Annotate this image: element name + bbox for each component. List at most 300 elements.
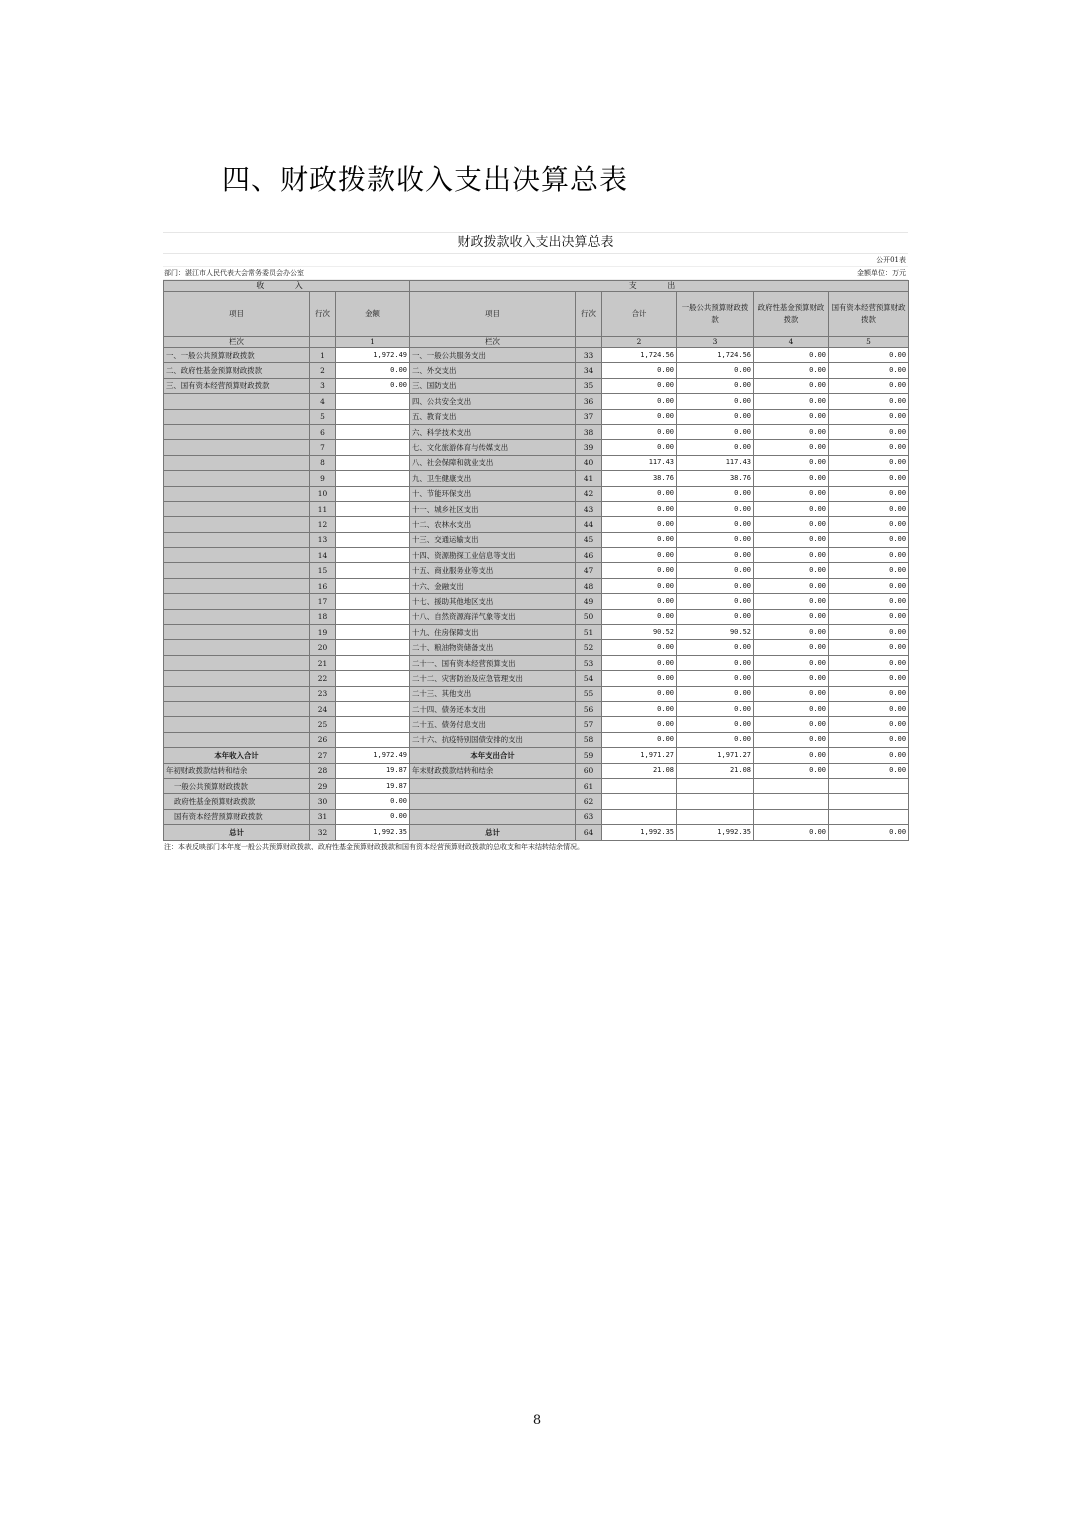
expense-general: 0.00 [677, 578, 754, 593]
grand-expense-fund: 0.00 [754, 825, 829, 840]
income-amount [336, 532, 410, 547]
expense-total: 0.00 [602, 409, 677, 424]
table-row [164, 455, 909, 470]
table-row [164, 548, 909, 563]
income-amount [336, 717, 410, 732]
unit-label: 金额单位：万元 [857, 269, 906, 277]
grand-expense-label: 总计 [410, 825, 576, 840]
department-row [163, 267, 908, 280]
income-item [164, 609, 310, 624]
expense-fund: 0.00 [754, 578, 829, 593]
income-amount: 0.00 [336, 378, 410, 393]
expense-state: 0.00 [829, 594, 909, 609]
income-item [164, 394, 310, 409]
income-line: 26 [310, 732, 336, 747]
income-line: 24 [310, 701, 336, 716]
expense-total: 0.00 [602, 378, 677, 393]
table-row [164, 640, 909, 655]
carry-in-fund-row [164, 794, 909, 809]
table-row [164, 409, 909, 424]
income-item [164, 409, 310, 424]
income-line: 10 [310, 486, 336, 501]
income-line: 5 [310, 409, 336, 424]
expense-state: 0.00 [829, 517, 909, 532]
expense-line: 48 [576, 578, 602, 593]
expense-line: 56 [576, 701, 602, 716]
expense-state: 0.00 [829, 363, 909, 378]
expense-total: 0.00 [602, 532, 677, 547]
carry-in-state-line: 31 [310, 809, 336, 824]
expense-total: 0.00 [602, 517, 677, 532]
expense-line: 37 [576, 409, 602, 424]
table-row [164, 394, 909, 409]
col-number-3: 3 [677, 337, 754, 348]
income-item [164, 578, 310, 593]
expense-item: 二十四、债务还本支出 [410, 701, 576, 716]
expense-line: 42 [576, 486, 602, 501]
carry-out-fund: 0.00 [754, 763, 829, 778]
income-amount [336, 548, 410, 563]
expense-total: 90.52 [602, 625, 677, 640]
expense-fund: 0.00 [754, 486, 829, 501]
grand-expense-line: 64 [576, 825, 602, 840]
income-item [164, 548, 310, 563]
table-row [164, 717, 909, 732]
income-item [164, 671, 310, 686]
expense-state: 0.00 [829, 409, 909, 424]
income-line: 8 [310, 455, 336, 470]
income-amount [336, 455, 410, 470]
expense-fund: 0.00 [754, 594, 829, 609]
expense-general: 38.76 [677, 471, 754, 486]
grand-income-line: 32 [310, 825, 336, 840]
table-row [164, 563, 909, 578]
income-line: 20 [310, 640, 336, 655]
income-line: 16 [310, 578, 336, 593]
income-item [164, 701, 310, 716]
expense-fund: 0.00 [754, 394, 829, 409]
expense-item: 十三、交通运输支出 [410, 532, 576, 547]
carry-out-label: 年末财政拨款结转和结余 [410, 763, 576, 778]
expense-item: 十八、自然资源海洋气象等支出 [410, 609, 576, 624]
grand-expense-state: 0.00 [829, 825, 909, 840]
section-header-row [164, 281, 909, 292]
expense-subtotal-total: 1,971.27 [602, 748, 677, 763]
carry-in-state-amount: 0.00 [336, 809, 410, 824]
carry-in-amount: 19.87 [336, 763, 410, 778]
expense-general: 0.00 [677, 532, 754, 547]
income-amount [336, 440, 410, 455]
expense-fund: 0.00 [754, 378, 829, 393]
table-row [164, 686, 909, 701]
expense-subtotal-general: 1,971.27 [677, 748, 754, 763]
expense-item: 六、科学技术支出 [410, 424, 576, 439]
carry-in-fund-line: 30 [310, 794, 336, 809]
expense-item: 三、国防支出 [410, 378, 576, 393]
expense-state: 0.00 [829, 625, 909, 640]
expense-general: 0.00 [677, 686, 754, 701]
table-row [164, 732, 909, 747]
expense-general: 0.00 [677, 732, 754, 747]
carry-in-line: 28 [310, 763, 336, 778]
table-row [164, 378, 909, 393]
income-amount [336, 701, 410, 716]
income-line: 15 [310, 563, 336, 578]
col-line-expense: 行次 [576, 292, 602, 337]
expense-line: 36 [576, 394, 602, 409]
table-row [164, 655, 909, 670]
expense-line: 50 [576, 609, 602, 624]
grand-total-row [164, 825, 909, 840]
expense-state: 0.00 [829, 563, 909, 578]
expense-item: 二十、粮油物资储备支出 [410, 640, 576, 655]
expense-state: 0.00 [829, 640, 909, 655]
expense-general: 0.00 [677, 717, 754, 732]
expense-general: 0.00 [677, 517, 754, 532]
income-line: 6 [310, 424, 336, 439]
expense-state: 0.00 [829, 378, 909, 393]
income-item [164, 732, 310, 747]
grand-income-amount: 1,992.35 [336, 825, 410, 840]
carry-in-general-amount: 19.87 [336, 778, 410, 793]
income-line: 2 [310, 363, 336, 378]
expense-total: 0.00 [602, 732, 677, 747]
table-row [164, 501, 909, 516]
grand-expense-general: 1,992.35 [677, 825, 754, 840]
lanci-label: 栏次 [164, 337, 310, 348]
carry-in-general-label: 一般公共预算财政拨款 [164, 778, 310, 793]
income-item: 一、一般公共预算财政拨款 [164, 348, 310, 363]
income-amount [336, 394, 410, 409]
expense-item: 八、社会保障和就业支出 [410, 455, 576, 470]
expense-total: 0.00 [602, 486, 677, 501]
income-amount [336, 655, 410, 670]
expense-total: 117.43 [602, 455, 677, 470]
table-row [164, 625, 909, 640]
expense-total: 0.00 [602, 578, 677, 593]
form-code: 公开01表 [876, 256, 906, 264]
expense-fund: 0.00 [754, 686, 829, 701]
income-item [164, 486, 310, 501]
expense-fund: 0.00 [754, 424, 829, 439]
expense-state: 0.00 [829, 578, 909, 593]
expense-general: 90.52 [677, 625, 754, 640]
expense-state: 0.00 [829, 717, 909, 732]
expense-state: 0.00 [829, 486, 909, 501]
expense-item: 十四、资源勘探工业信息等支出 [410, 548, 576, 563]
expense-total: 0.00 [602, 655, 677, 670]
income-line: 23 [310, 686, 336, 701]
expense-total: 0.00 [602, 717, 677, 732]
income-item [164, 686, 310, 701]
income-item [164, 717, 310, 732]
line-62: 62 [576, 794, 602, 809]
expense-line: 45 [576, 532, 602, 547]
col-total: 合计 [602, 292, 677, 337]
expense-subtotal-line: 59 [576, 748, 602, 763]
income-amount [336, 424, 410, 439]
income-item [164, 424, 310, 439]
expense-general: 0.00 [677, 655, 754, 670]
income-amount [336, 471, 410, 486]
grand-income-label: 总计 [164, 825, 310, 840]
expense-general: 0.00 [677, 671, 754, 686]
expense-total: 0.00 [602, 501, 677, 516]
carry-out-total: 21.08 [602, 763, 677, 778]
expense-state: 0.00 [829, 732, 909, 747]
income-amount [336, 732, 410, 747]
expense-total: 0.00 [602, 640, 677, 655]
col-line: 行次 [310, 292, 336, 337]
expense-item: 二十六、抗疫特别国债安排的支出 [410, 732, 576, 747]
expense-item: 十五、商业服务业等支出 [410, 563, 576, 578]
income-line: 4 [310, 394, 336, 409]
expense-total: 0.00 [602, 440, 677, 455]
income-amount: 1,972.49 [336, 348, 410, 363]
income-item [164, 440, 310, 455]
page-number: 8 [532, 1413, 542, 1428]
expense-fund: 0.00 [754, 609, 829, 624]
expense-general: 0.00 [677, 424, 754, 439]
expense-line: 33 [576, 348, 602, 363]
col-item-expense: 项目 [410, 292, 576, 337]
expense-line: 53 [576, 655, 602, 670]
income-amount [336, 486, 410, 501]
income-line: 11 [310, 501, 336, 516]
expense-line: 49 [576, 594, 602, 609]
income-item: 二、政府性基金预算财政拨款 [164, 363, 310, 378]
expense-fund: 0.00 [754, 655, 829, 670]
expense-general: 117.43 [677, 455, 754, 470]
expense-state: 0.00 [829, 701, 909, 716]
income-amount [336, 501, 410, 516]
column-number-row [164, 337, 909, 348]
carry-over-row [164, 763, 909, 778]
expense-total: 0.00 [602, 548, 677, 563]
expense-total: 0.00 [602, 594, 677, 609]
expense-line: 41 [576, 471, 602, 486]
expense-item: 一、一般公共服务支出 [410, 348, 576, 363]
expense-fund: 0.00 [754, 548, 829, 563]
expense-total: 0.00 [602, 671, 677, 686]
expense-subtotal-fund: 0.00 [754, 748, 829, 763]
income-amount [336, 609, 410, 624]
col-number-4: 4 [754, 337, 829, 348]
income-line: 25 [310, 717, 336, 732]
expense-general: 0.00 [677, 486, 754, 501]
expense-line: 40 [576, 455, 602, 470]
expense-total: 0.00 [602, 701, 677, 716]
income-amount [336, 640, 410, 655]
summary-table [163, 280, 909, 841]
expense-total: 1,724.56 [602, 348, 677, 363]
carry-out-state: 0.00 [829, 763, 909, 778]
expense-general: 0.00 [677, 609, 754, 624]
income-amount [336, 409, 410, 424]
income-amount [336, 563, 410, 578]
expense-fund: 0.00 [754, 701, 829, 716]
expense-state: 0.00 [829, 548, 909, 563]
expense-item: 七、文化旅游体育与传媒支出 [410, 440, 576, 455]
expense-line: 51 [576, 625, 602, 640]
expense-general: 0.00 [677, 378, 754, 393]
table-note: 注：本表反映部门本年度一般公共预算财政拨款、政府性基金预算财政拨款和国有资本经营预算财政拨款的总收支和年末结转结余情况。 [164, 842, 584, 851]
carry-out-line: 60 [576, 763, 602, 778]
expense-item: 四、公共安全支出 [410, 394, 576, 409]
expense-general: 0.00 [677, 640, 754, 655]
income-line: 21 [310, 655, 336, 670]
income-item [164, 471, 310, 486]
expense-fund: 0.00 [754, 671, 829, 686]
col-item: 项目 [164, 292, 310, 337]
expense-line: 38 [576, 424, 602, 439]
income-line: 14 [310, 548, 336, 563]
expense-general: 1,724.56 [677, 348, 754, 363]
expense-general: 0.00 [677, 363, 754, 378]
income-item [164, 455, 310, 470]
expense-general: 0.00 [677, 594, 754, 609]
expense-fund: 0.00 [754, 532, 829, 547]
income-section-label: 收 入 [164, 281, 410, 292]
expense-state: 0.00 [829, 686, 909, 701]
income-subtotal-label: 本年收入合计 [164, 748, 310, 763]
income-line: 1 [310, 348, 336, 363]
expense-total: 0.00 [602, 686, 677, 701]
expense-state: 0.00 [829, 348, 909, 363]
expense-fund: 0.00 [754, 363, 829, 378]
expense-line: 57 [576, 717, 602, 732]
expense-line: 54 [576, 671, 602, 686]
table-row [164, 609, 909, 624]
expense-total: 0.00 [602, 363, 677, 378]
expense-line: 46 [576, 548, 602, 563]
expense-fund: 0.00 [754, 732, 829, 747]
financial-summary-sheet [163, 232, 908, 853]
expense-fund: 0.00 [754, 409, 829, 424]
expense-line: 35 [576, 378, 602, 393]
table-row [164, 486, 909, 501]
expense-item: 二十五、债务付息支出 [410, 717, 576, 732]
line-61: 61 [576, 778, 602, 793]
income-item [164, 625, 310, 640]
expense-total: 0.00 [602, 563, 677, 578]
expense-state: 0.00 [829, 424, 909, 439]
column-header-row [164, 292, 909, 337]
carry-in-state-label: 国有资本经营预算财政拨款 [164, 809, 310, 824]
subtotal-row [164, 748, 909, 763]
sheet-title: 财政拨款收入支出决算总表 [163, 232, 908, 254]
table-row [164, 424, 909, 439]
table-row [164, 578, 909, 593]
col-number-5: 5 [829, 337, 909, 348]
carry-in-general-row [164, 778, 909, 793]
income-amount [336, 594, 410, 609]
table-row [164, 348, 909, 363]
expense-fund: 0.00 [754, 640, 829, 655]
expense-fund: 0.00 [754, 563, 829, 578]
expense-general: 0.00 [677, 440, 754, 455]
expense-general: 0.00 [677, 501, 754, 516]
col-state-capital: 国有资本经营预算财政拨款 [829, 292, 909, 337]
col-number-1: 1 [336, 337, 410, 348]
expense-fund: 0.00 [754, 625, 829, 640]
expense-item: 十七、援助其他地区支出 [410, 594, 576, 609]
income-amount: 0.00 [336, 363, 410, 378]
expense-line: 55 [576, 686, 602, 701]
income-item [164, 532, 310, 547]
income-item [164, 563, 310, 578]
income-amount [336, 625, 410, 640]
expense-item: 五、教育支出 [410, 409, 576, 424]
expense-fund: 0.00 [754, 348, 829, 363]
expense-state: 0.00 [829, 440, 909, 455]
carry-in-fund-label: 政府性基金预算财政拨款 [164, 794, 310, 809]
expense-general: 0.00 [677, 701, 754, 716]
section-heading: 四、财政拨款收入支出决算总表 [222, 163, 629, 196]
expense-state: 0.00 [829, 455, 909, 470]
income-amount [336, 517, 410, 532]
table-row [164, 671, 909, 686]
expense-item: 十、节能环保支出 [410, 486, 576, 501]
expense-state: 0.00 [829, 501, 909, 516]
expense-line: 39 [576, 440, 602, 455]
expense-item: 九、卫生健康支出 [410, 471, 576, 486]
expense-fund: 0.00 [754, 440, 829, 455]
income-item [164, 640, 310, 655]
expense-item: 十九、住房保障支出 [410, 625, 576, 640]
income-amount [336, 671, 410, 686]
col-general-budget: 一般公共预算财政拨款 [677, 292, 754, 337]
table-row [164, 440, 909, 455]
expense-line: 47 [576, 563, 602, 578]
expense-total: 0.00 [602, 424, 677, 439]
expense-fund: 0.00 [754, 455, 829, 470]
expense-general: 0.00 [677, 394, 754, 409]
expense-general: 0.00 [677, 548, 754, 563]
income-item [164, 501, 310, 516]
income-subtotal-amount: 1,972.49 [336, 748, 410, 763]
expense-fund: 0.00 [754, 471, 829, 486]
carry-in-state-row [164, 809, 909, 824]
expense-item: 二十二、灾害防治及应急管理支出 [410, 671, 576, 686]
expense-state: 0.00 [829, 609, 909, 624]
expense-line: 43 [576, 501, 602, 516]
expense-fund: 0.00 [754, 717, 829, 732]
income-line: 13 [310, 532, 336, 547]
table-row [164, 532, 909, 547]
expense-item: 十二、农林水支出 [410, 517, 576, 532]
expense-fund: 0.00 [754, 501, 829, 516]
table-row [164, 701, 909, 716]
carry-in-general-line: 29 [310, 778, 336, 793]
expense-line: 58 [576, 732, 602, 747]
table-row [164, 517, 909, 532]
expense-line: 44 [576, 517, 602, 532]
expense-fund: 0.00 [754, 517, 829, 532]
expense-line: 52 [576, 640, 602, 655]
expense-subtotal-label: 本年支出合计 [410, 748, 576, 763]
expense-general: 0.00 [677, 563, 754, 578]
income-amount [336, 686, 410, 701]
income-line: 7 [310, 440, 336, 455]
expense-total: 0.00 [602, 609, 677, 624]
expense-item: 十六、金融支出 [410, 578, 576, 593]
income-line: 22 [310, 671, 336, 686]
expense-state: 0.00 [829, 471, 909, 486]
income-line: 12 [310, 517, 336, 532]
expense-section-label: 支 出 [410, 281, 909, 292]
grand-expense-total: 1,992.35 [602, 825, 677, 840]
